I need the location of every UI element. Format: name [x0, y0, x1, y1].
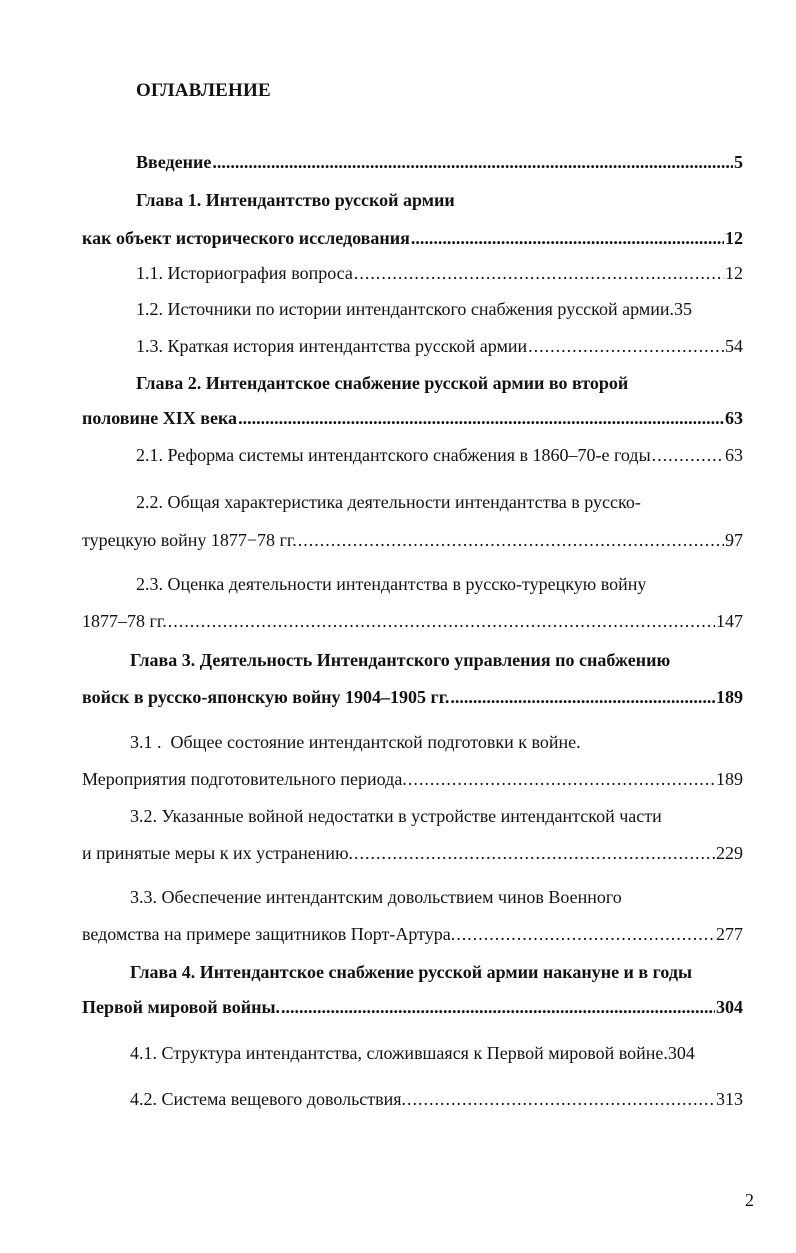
chapter-3-title-line1: Глава 3. Деятельность Интендантского управления по снабжению [130, 650, 671, 670]
entry-text: как объект исторического исследования [82, 228, 410, 248]
dot-leader [354, 841, 715, 865]
dot-leader [528, 334, 724, 358]
toc-entry-chapter-2 [82, 406, 743, 430]
toc-entry-3-3-line1: 3.3. Обеспечение интендантским довольствием чинов Военного [130, 887, 622, 907]
entry-page: 97 [725, 530, 743, 550]
dot-leader [212, 150, 733, 174]
chapter-4-title-line1: Глава 4. Интендантское снабжение русской армии накануне и в годы [130, 962, 693, 982]
toc-entry-2-3 [82, 609, 743, 633]
entry-page: 304 [716, 997, 743, 1017]
dot-leader [298, 528, 724, 552]
toc-entry-3-1 [82, 767, 743, 791]
dot-leader [411, 226, 724, 250]
entry-text: половине XIX века [82, 408, 238, 428]
entry-text: 1.3. Краткая история интендантства русской армии [136, 336, 528, 356]
dot-leader [354, 261, 724, 285]
entry-text: Введение [136, 152, 212, 172]
entry-text: 1.1. Историография вопроса [136, 263, 353, 283]
dot-leader [652, 443, 724, 467]
toc-entry-4-2 [130, 1087, 743, 1111]
toc-entry-2-2-line1: 2.2. Общая характеристика деятельности интендантства в русско- [136, 492, 641, 512]
entry-text: 4.2. Система вещевого довольствия. [130, 1089, 407, 1109]
entry-page: 147 [716, 611, 743, 631]
toc-entry-3-2 [82, 841, 743, 865]
entry-page: 63 [725, 408, 743, 428]
entry-page: 189 [716, 687, 743, 707]
entry-text: ведомства на примере защитников Порт-Артура. [82, 924, 456, 944]
entry-page: 12 [725, 263, 743, 283]
dot-leader [281, 995, 715, 1019]
toc-entry-1-1 [136, 261, 743, 285]
toc-entry-1-3 [136, 334, 743, 358]
entry-text: войск в русско-японскую войну 1904–1905 гг. [82, 687, 450, 707]
entry-page: 54 [725, 336, 743, 356]
toc-entry-chapter-3 [82, 685, 743, 709]
dot-leader [407, 1087, 715, 1111]
dot-leader [408, 767, 715, 791]
dot-leader [238, 406, 724, 430]
toc-entry-2-1 [136, 443, 743, 467]
dot-leader [450, 685, 715, 709]
toc-entry-2-2 [82, 528, 743, 552]
entry-page: 5 [734, 152, 743, 172]
entry-text: 2.1. Реформа системы интендантского снабжения в 1860–70-е годы [136, 445, 651, 465]
entry-page: 189 [716, 769, 743, 789]
toc-entry-3-2-line1: 3.2. Указанные войной недостатки в устройстве интендантской части [130, 806, 662, 826]
toc-entry-chapter-1 [82, 226, 743, 250]
toc-entry-2-3-line1: 2.3. Оценка деятельности интендантства в русско-турецкую войну [136, 574, 647, 594]
chapter-1-title-line1: Глава 1. Интендантство русской армии [136, 190, 455, 210]
toc-entry-introduction [136, 150, 743, 174]
entry-page: 63 [725, 445, 743, 465]
toc-entry-3-1-line1: 3.1 . Общее состояние интендантской подготовки к войне. [130, 732, 581, 752]
toc-title: ОГЛАВЛЕНИЕ [136, 80, 271, 101]
entry-text: турецкую войну 1877−78 гг. [82, 530, 297, 550]
entry-text: Первой мировой войны. [82, 997, 281, 1017]
entry-page: 12 [725, 228, 743, 248]
toc-entry-4-1: 4.1. Структура интендантства, сложившаяся к Первой мировой войне.304 [130, 1043, 695, 1063]
entry-text: Мероприятия подготовительного периода. [82, 769, 407, 789]
entry-page: 313 [716, 1089, 743, 1109]
chapter-2-title-line1: Глава 2. Интендантское снабжение русской армии во второй [136, 373, 629, 393]
dot-leader [456, 922, 715, 946]
page-number: 2 [745, 1190, 754, 1210]
entry-page: 229 [716, 843, 743, 863]
entry-text: и принятые меры к их устранению. [82, 843, 354, 863]
toc-entry-1-2: 1.2. Источники по истории интендантского снабжения русской армии.35 [136, 299, 693, 319]
entry-page: 277 [716, 924, 743, 944]
dot-leader [168, 609, 715, 633]
entry-text: 1877–78 гг. [82, 611, 167, 631]
toc-entry-chapter-4 [82, 995, 743, 1019]
toc-entry-3-3 [82, 922, 743, 946]
